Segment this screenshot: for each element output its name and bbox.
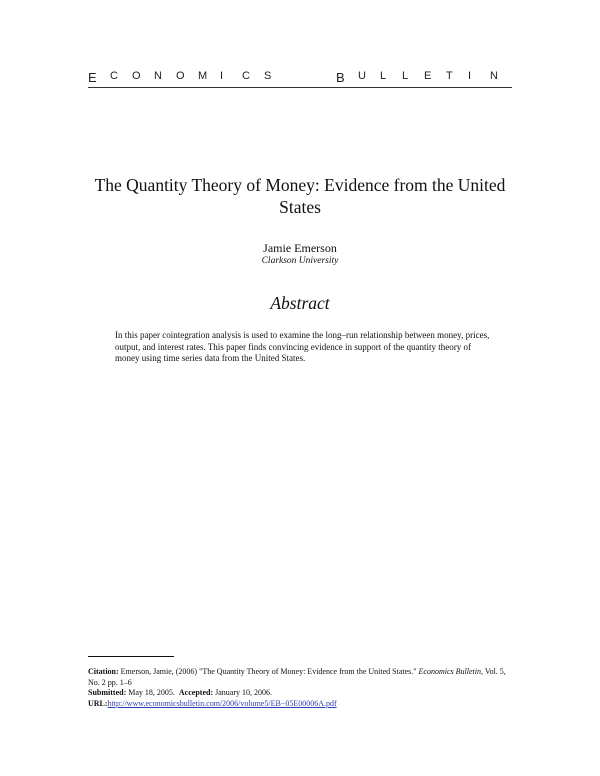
accepted-label: Accepted: [178, 688, 214, 697]
journal-header-letter: I [220, 70, 224, 82]
journal-header-letter: C [242, 70, 250, 82]
citation-footnote [88, 667, 512, 709]
paper-title: The Quantity Theory of Money: Evidence from the United States [94, 175, 506, 217]
citation-line [88, 667, 512, 688]
url-label: URL: [88, 698, 108, 708]
journal-header-letter: L [380, 70, 387, 82]
author-affiliation: Clarkson University [261, 256, 339, 266]
journal-header-letter: O [176, 70, 185, 82]
journal-header-letter: B [336, 70, 345, 85]
journal-header-letter: U [358, 70, 366, 82]
citation-journal: Economics Bulletin [418, 667, 481, 676]
journal-header-letter: E [424, 70, 432, 82]
journal-header-letter: S [264, 70, 272, 82]
journal-header-letter: N [154, 70, 162, 82]
journal-header-letter: T [446, 70, 453, 82]
journal-header-letter: C [110, 70, 118, 82]
abstract-heading: Abstract [270, 293, 330, 313]
journal-header-letter: E [88, 70, 97, 85]
journal-header-letter: O [132, 70, 141, 82]
journal-name-word-2 [336, 70, 512, 85]
submitted-label: Submitted: [88, 688, 127, 697]
citation-text: Emerson, Jamie, (2006) "The Quantity Theory of Money: Evidence from the United States." [118, 667, 419, 676]
header-rule [88, 87, 512, 88]
citation-volume: , Vol. 5, No. 2 pp. 1–6 [88, 667, 506, 687]
journal-header-letter: N [490, 70, 498, 82]
journal-name-word-1 [88, 70, 286, 85]
citation-label: Citation: [88, 667, 119, 676]
paper-url-link[interactable]: http://www.economicsbulletin.com/2006/volume5/EB−05E00006A.pdf [107, 698, 337, 708]
footnote-rule [88, 656, 174, 657]
journal-header [88, 70, 512, 85]
abstract-body: In this paper cointegration analysis is used to examine the long–run relationship between money, prices, output, and interest rates. This paper finds convincing evidence in support of the quantity theory of money using time series data from the United States. [115, 330, 490, 364]
journal-header-letter: M [198, 70, 208, 82]
submitted-line [88, 688, 512, 699]
accepted-date: January 10, 2006. [213, 688, 273, 697]
url-line [88, 699, 512, 710]
journal-header-letter: I [468, 70, 472, 82]
journal-header-letter: L [402, 70, 409, 82]
author-name: Jamie Emerson [263, 241, 337, 255]
submitted-date: May 18, 2005. [126, 688, 179, 697]
